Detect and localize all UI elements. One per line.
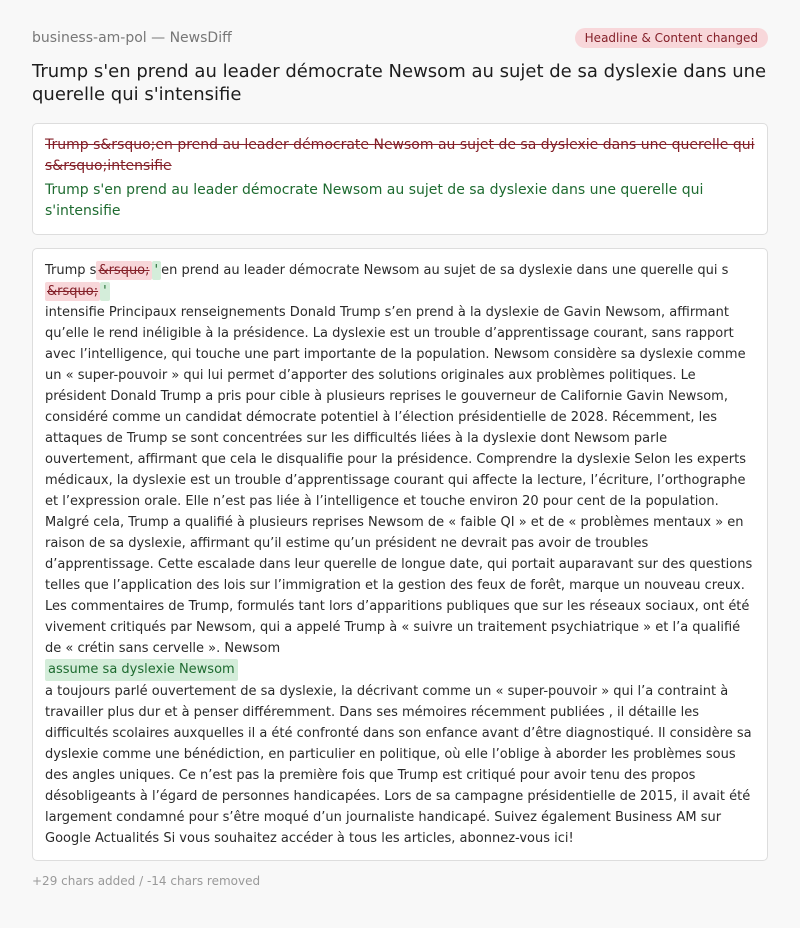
inserted-text: ' xyxy=(100,282,110,301)
body-text-segment: en prend au leader démocrate Newsom au sujet de sa dyslexie dans une querelle qui s xyxy=(161,263,729,278)
new-headline: Trump s'en prend au leader démocrate Newsom au sujet de sa dyslexie dans une querelle qui s'intensifie xyxy=(45,182,704,219)
inserted-text: assume sa dyslexie Newsom xyxy=(45,659,238,681)
body-text-segment: a toujours parlé ouvertement de sa dyslexie, la décrivant comme un « super-pouvoir » qui l’a contraint à travailler plus dur et à penser différemment. Dans ses mémoires récemment publiées , il détaille les difficultés scolaires auxquelles il a été confronté dans son enfance avant d’être diagnostiqué. Il considère sa dyslexie comme une bénédiction, en particulier en politique, où elle l’oblige à aborder les problèmes sous des angles uniques. Ce n’est pas la première fois que Trump est critiqué pour avoir tenu des propos désobligeants à l’égard de personnes handicapées. Lors de sa campagne présidentielle de 2015, il avait été largement condamné pour s’être moqué d’un journaliste handicapé. Suivez également Business AM sur Google Actualités Si vous souhaitez accéder à tous les articles, abonnez-vous ici! xyxy=(45,684,752,846)
deleted-text: &rsquo; xyxy=(98,263,150,278)
diff-stats: +29 chars added / -14 chars removed xyxy=(32,874,261,888)
old-headline: Trump s&rsquo;en prend au leader démocrate Newsom au sujet de sa dyslexie dans une querelle qui s&rsquo;intensifie xyxy=(45,137,755,174)
deleted-text: &rsquo; xyxy=(47,284,99,299)
source-label: business-am-pol — NewsDiff xyxy=(32,30,232,46)
headline-diff-card xyxy=(32,123,768,235)
body-text-segment: Trump s xyxy=(45,263,97,278)
body-text-segment: intensifie Principaux renseignements Donald Trump s’en prend à la dyslexie de Gavin Newsom, affirmant qu’elle le rend inéligible à la présidence. La dyslexie est un trouble d’apprentissage courant, sans rapport avec l’intelligence, qui touche une part importante de la population. Newsom considère sa dyslexie comme un « super-pouvoir » qui lui permet d’apporter des solutions originales aux problèmes politiques. Le président Donald Trump a pris pour cible à plusieurs reprises le gouverneur de Californie Gavin Newsom, considéré comme un candidat démocrate potentiel à l’élection présidentielle de 2028. Récemment, les attaques de Trump se sont concentrées sur les difficultés liées à la dyslexie dont Newsom parle ouvertement, affirmant que cela le disqualifie pour la présidence. Comprendre la dyslexie Selon les experts médicaux, la dyslexie est un trouble d’apprentissage courant qui affecte la lecture, l’écriture, l’orthographe et l’expression orale. Elle n’est pas liée à l’intelligence et touche environ 20 pour cent de la population. Malgré cela, Trump a qualifié à plusieurs reprises Newsom de « faible QI » et de « problèmes mentaux » en raison de sa dyslexie, affirmant qu’il estime qu’un président ne devrait pas avoir de troubles d’apprentissage. Cette escalade dans leur querelle de longue date, qui portait auparavant sur des questions telles que l’application des lois sur l’immigration et la gestion des feux de forêt, marque un nouveau creux. Les commentaires de Trump, formulés tant lors d’apparitions publiques que sur les réseaux sociaux, ont été vivement critiqués par Newsom, qui a appelé Trump à « suivre un traitement psychiatrique » et l’a qualifié de « crétin sans cervelle ». Newsom xyxy=(45,305,753,656)
body-diff-card xyxy=(32,248,768,861)
inserted-text: ' xyxy=(152,261,162,280)
change-status-badge: Headline & Content changed xyxy=(575,28,768,48)
page-title: Trump s'en prend au leader démocrate Newsom au sujet de sa dyslexie dans une querelle qui s'intensifie xyxy=(32,61,767,105)
page-header xyxy=(32,28,768,48)
